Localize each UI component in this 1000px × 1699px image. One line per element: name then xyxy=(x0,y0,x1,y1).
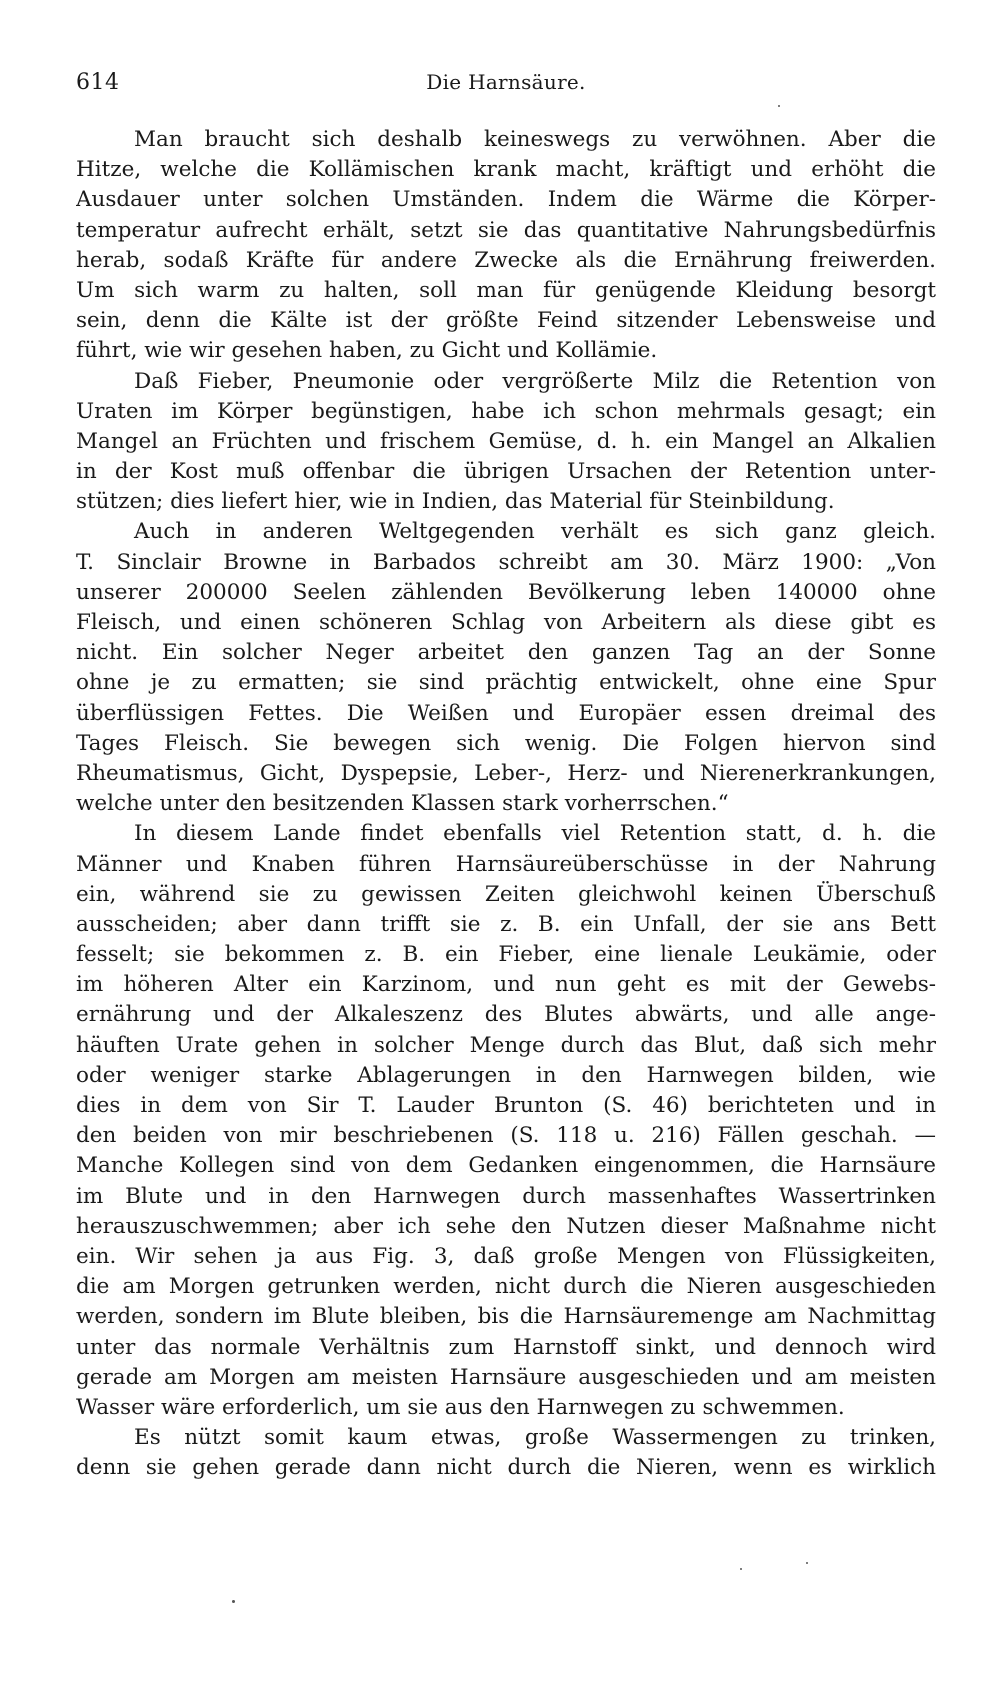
text-line: Man braucht sich deshalb keineswegs zu verwöhnen. Aber die xyxy=(134,127,936,152)
text-line: Ausdauer unter solchen Umständen. Indem die Wärme die Körper- xyxy=(76,187,936,213)
text-line: herauszuschwemmen; aber ich sehe den Nutzen dieser Maßnahme nicht xyxy=(76,1213,936,1239)
text-line: ohne je zu ermatten; sie sind prächtig entwickelt, ohne eine Spur xyxy=(76,670,936,696)
text-line: ein, während sie zu gewissen Zeiten gleichwohl keinen Überschuß xyxy=(76,881,936,907)
text-line: Fleisch, und einen schöneren Schlag von Arbeitern als diese gibt es xyxy=(76,610,936,635)
scan-speck xyxy=(740,1568,742,1570)
scan-speck xyxy=(778,105,780,107)
text-line: Auch in anderen Weltgegenden verhält es sich ganz gleich. xyxy=(134,519,936,545)
text-line: führt, wie wir gesehen haben, zu Gicht und Kollämie. xyxy=(76,338,658,364)
text-line: Wasser wäre erforderlich, um sie aus den Harnwegen zu schwemmen. xyxy=(76,1394,845,1420)
text-line: gerade am Morgen am meisten Harnsäure ausgeschieden und am meisten xyxy=(76,1364,936,1390)
text-line: dies in dem von Sir T. Lauder Brunton (S. 46) berichteten und in xyxy=(76,1093,936,1118)
text-line: überflüssigen Fettes. Die Weißen und Europäer essen dreimal des xyxy=(76,700,936,726)
scan-speck xyxy=(232,1600,235,1603)
text-line: Es nützt somit kaum etwas, große Wassermengen zu trinken, xyxy=(134,1425,936,1451)
text-line: Rheumatismus, Gicht, Dyspepsie, Leber-, Herz- und Nierenerkrankungen, xyxy=(76,760,936,786)
paragraph-4 xyxy=(76,819,936,1423)
paragraph-3 xyxy=(76,517,936,819)
running-title: Die Harnsäure. xyxy=(426,70,586,94)
text-line: die am Morgen getrunken werden, nicht durch die Nieren ausgeschieden xyxy=(76,1274,936,1300)
text-line: Um sich warm zu halten, soll man für genügende Kleidung besorgt xyxy=(76,277,936,303)
text-line: sein, denn die Kälte ist der größte Feind sitzender Lebensweise und xyxy=(76,308,936,334)
text-line: Uraten im Körper begünstigen, habe ich schon mehrmals gesagt; ein xyxy=(76,398,936,424)
text-line: nicht. Ein solcher Neger arbeitet den ganzen Tag an der Sonne xyxy=(76,640,936,666)
text-line: Hitze, welche die Kollämischen krank macht, kräftigt und erhöht die xyxy=(76,157,936,183)
text-line: T. Sinclair Browne in Barbados schreibt am 30. März 1900: „Von xyxy=(76,549,936,575)
body-text xyxy=(76,125,936,1483)
scan-speck xyxy=(806,1562,808,1564)
text-line: Tages Fleisch. Sie bewegen sich wenig. Die Folgen hiervon sind xyxy=(76,730,936,756)
text-line: im Blute und in den Harnwegen durch massenhaftes Wassertrinken xyxy=(76,1183,936,1209)
text-line: ein. Wir sehen ja aus Fig. 3, daß große Mengen von Flüssigkeiten, xyxy=(76,1243,936,1269)
text-line: Manche Kollegen sind von dem Gedanken eingenommen, die Harnsäure xyxy=(76,1153,936,1179)
page-header xyxy=(76,70,936,110)
text-line: Mangel an Früchten und frischem Gemüse, d. h. ein Mangel an Alkalien xyxy=(76,428,936,454)
text-line: unserer 200000 Seelen zählenden Bevölkerung leben 140000 ohne xyxy=(76,579,936,605)
text-line: im höheren Alter ein Karzinom, und nun geht es mit der Gewebs- xyxy=(76,972,936,998)
paragraph-2 xyxy=(76,367,936,518)
text-line: welche unter den besitzenden Klassen stark vorherrschen.“ xyxy=(76,791,729,817)
text-line: oder weniger starke Ablagerungen in den Harnwegen bilden, wie xyxy=(76,1062,936,1088)
paragraph-5 xyxy=(76,1423,936,1483)
text-line: Daß Fieber, Pneumonie oder vergrößerte Milz die Retention von xyxy=(134,368,936,394)
text-line: ernährung und der Alkaleszenz des Blutes abwärts, und alle ange- xyxy=(76,1002,936,1028)
text-line: unter das normale Verhältnis zum Harnstoff sinkt, und dennoch wird xyxy=(76,1334,936,1360)
paragraph-1 xyxy=(76,125,936,367)
page-number: 614 xyxy=(76,70,120,95)
text-line: stützen; dies liefert hier, wie in Indien, das Material für Steinbildung. xyxy=(76,489,835,515)
text-line: in der Kost muß offenbar die übrigen Ursachen der Retention unter- xyxy=(76,459,936,485)
text-line: temperatur aufrecht erhält, setzt sie das quantitative Nahrungsbedürfnis xyxy=(76,217,936,243)
text-line: denn sie gehen gerade dann nicht durch die Nieren, wenn es wirklich xyxy=(76,1455,936,1481)
text-line: werden, sondern im Blute bleiben, bis die Harnsäuremenge am Nachmittag xyxy=(76,1304,936,1330)
text-line: den beiden von mir beschriebenen (S. 118 u. 216) Fällen geschah. — xyxy=(76,1123,936,1149)
text-line: häuften Urate gehen in solcher Menge durch das Blut, daß sich mehr xyxy=(76,1032,936,1058)
text-line: fesselt; sie bekommen z. B. ein Fieber, eine lienale Leukämie, oder xyxy=(76,942,936,968)
text-line: herab, sodaß Kräfte für andere Zwecke als die Ernährung freiwerden. xyxy=(76,247,936,273)
text-line: In diesem Lande findet ebenfalls viel Retention statt, d. h. die xyxy=(134,821,936,847)
text-line: ausscheiden; aber dann trifft sie z. B. ein Unfall, der sie ans Bett xyxy=(76,911,936,937)
text-line: Männer und Knaben führen Harnsäureüberschüsse in der Nahrung xyxy=(76,851,936,877)
